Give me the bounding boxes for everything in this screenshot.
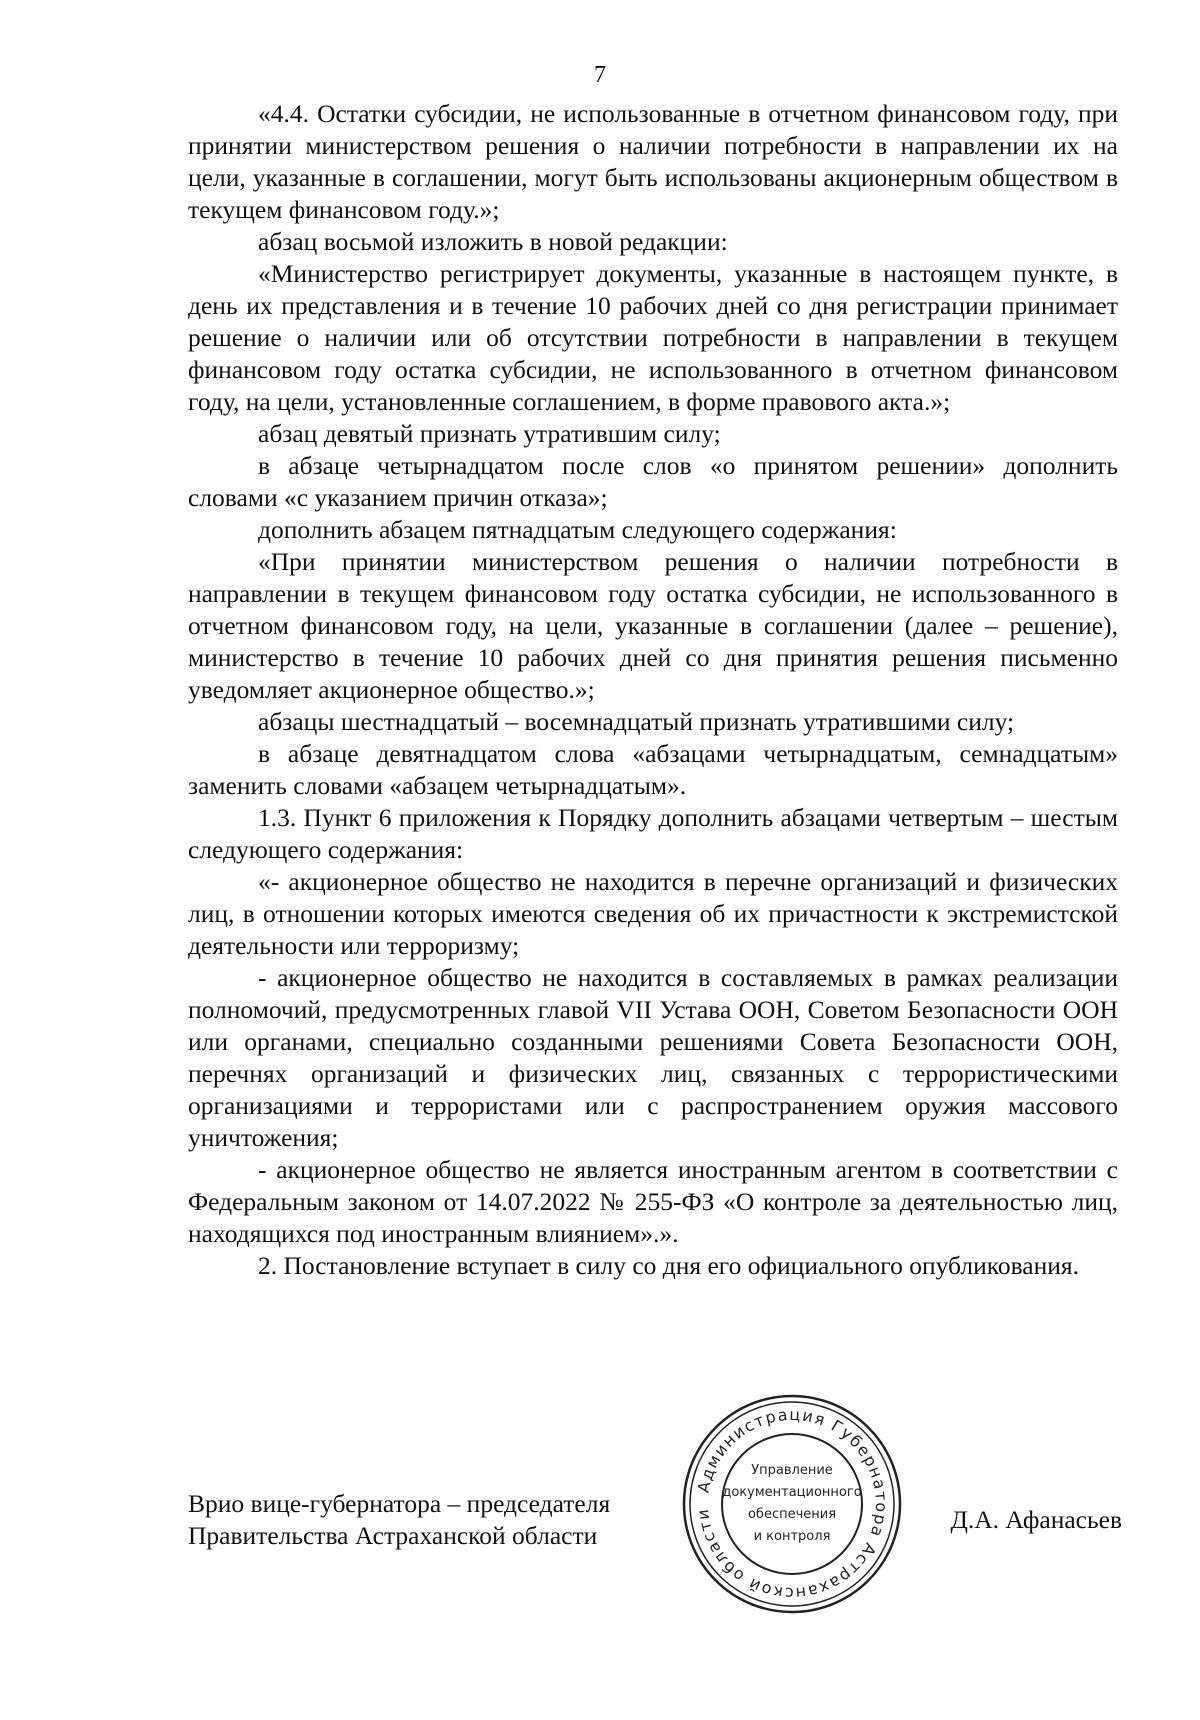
stamp-inner-line: документационного bbox=[722, 1485, 862, 1500]
paragraph: абзац девятый признать утратившим силу; bbox=[258, 419, 721, 448]
paragraph-effective-date: 2. Постановление вступает в силу со дня его официального опубликования. bbox=[258, 1251, 1079, 1280]
paragraph: абзац восьмой изложить в новой редакции: bbox=[258, 227, 728, 256]
paragraph: «- акционерное общество не находится в перечне организаций и физических лиц, в отношении которых имеются сведения об их причастности к экстремистской деятельности или терроризму; bbox=[188, 867, 1118, 960]
paragraph: - акционерное общество не находится в составляемых в рамках реализации полномочий, предусмотренных главой VII Устава ООН, Советом Безопасности ООН или органами, специально созданными решениями Совета Безопасности ООН, перечнях организаций и физических лиц, связанных с террористическими организациями и террористами или с распространением оружия массового уничтожения; bbox=[188, 963, 1118, 1152]
official-stamp bbox=[680, 1392, 904, 1616]
signatory-position-line: Правительства Астраханской области bbox=[188, 1521, 598, 1550]
paragraph: дополнить абзацем пятнадцатым следующего содержания: bbox=[258, 515, 897, 544]
paragraph: 1.3. Пункт 6 приложения к Порядку дополнить абзацами четвертым – шестым следующего содержания: bbox=[188, 803, 1118, 864]
signatory-position bbox=[188, 1488, 668, 1552]
stamp-outer-text: Администрация Губернатора Астраханской области bbox=[692, 1404, 892, 1604]
signatory-position-line: Врио вице-губернатора – председателя bbox=[188, 1489, 611, 1518]
paragraph: - акционерное общество не является иностранным агентом в соответствии с Федеральным законом от 14.07.2022 № 255-ФЗ «О контроле за деятельностью лиц, находящихся под иностранным влиянием».». bbox=[188, 1155, 1118, 1248]
stamp-inner-line: Управление bbox=[751, 1463, 833, 1478]
paragraph: «Министерство регистрирует документы, указанные в настоящем пункте, в день их представления и в течение 10 рабочих дней со дня регистрации принимает решение о наличии или об отсутствии потребности в направлении в текущем финансовом году остатка субсидии, не использованного в отчетном финансовом году, на цели, установленные соглашением, в форме правового акта.»; bbox=[188, 259, 1118, 416]
paragraph: в абзаце четырнадцатом после слов «о принятом решении» дополнить словами «с указанием причин отказа»; bbox=[188, 451, 1118, 512]
page-number: 7 bbox=[594, 62, 606, 88]
document-body bbox=[188, 98, 1118, 1282]
paragraph: абзацы шестнадцатый – восемнадцатый признать утратившими силу; bbox=[258, 707, 1015, 736]
stamp-inner-line: обеспечения bbox=[747, 1507, 837, 1522]
paragraph: в абзаце девятнадцатом слова «абзацами четырнадцатым, семнадцатым» заменить словами «абзацем четырнадцатым». bbox=[188, 739, 1118, 800]
paragraph: «При принятии министерством решения о наличии потребности в направлении в текущем финансовом году остатка субсидии, не использованного в отчетном финансовом году, на цели, указанные в соглашении (далее – решение), министерство в течение 10 рабочих дней со дня принятия решения письменно уведомляет акционерное общество.»; bbox=[188, 547, 1118, 704]
signatory-name: Д.А. Афанасьев bbox=[950, 1505, 1122, 1534]
paragraph: «4.4. Остатки субсидии, не использованные в отчетном финансовом году, при принятии министерством решения о наличии потребности в направлении их на цели, указанные в соглашении, могут быть использованы акционерным обществом в текущем финансовом году.»; bbox=[188, 99, 1118, 224]
stamp-inner-line: и контроля bbox=[753, 1529, 831, 1544]
